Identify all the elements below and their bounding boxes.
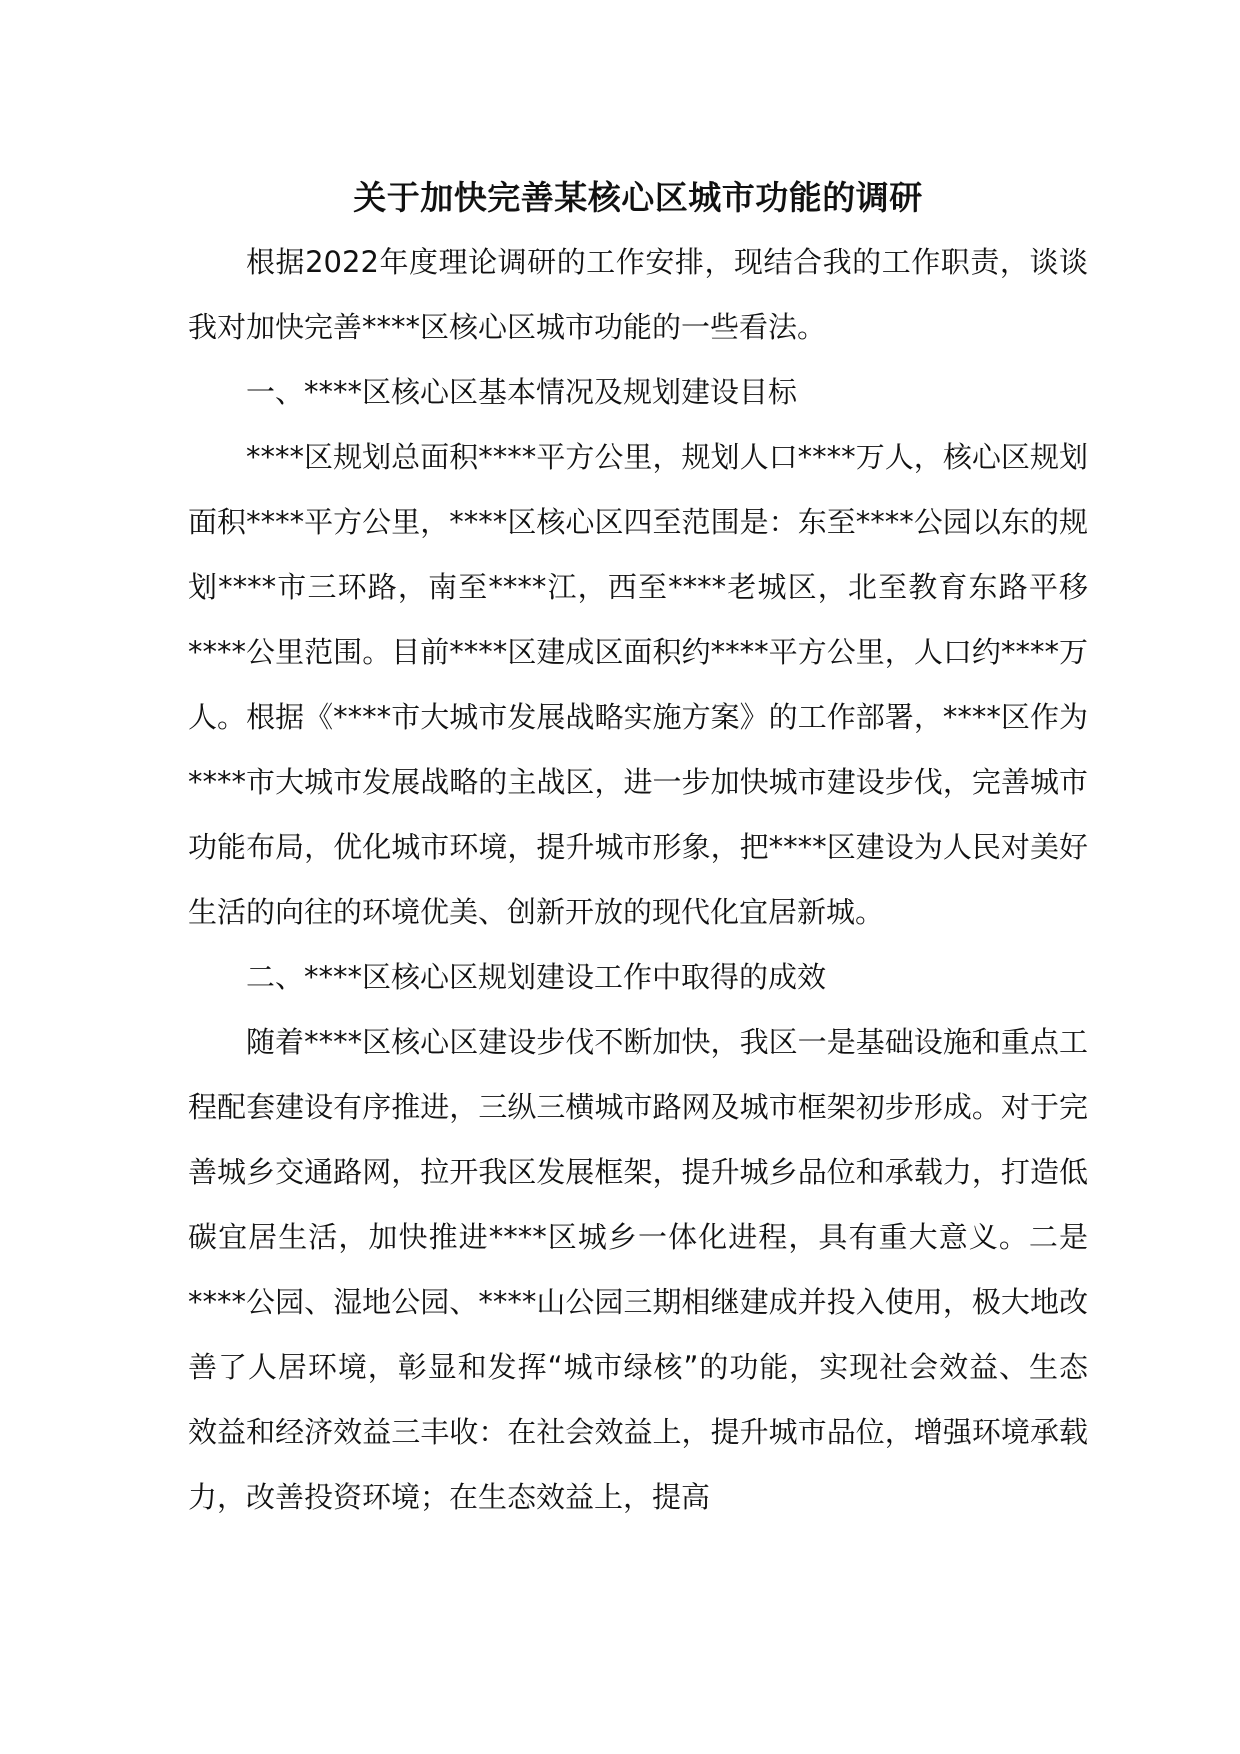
document-page [188, 178, 1088, 1530]
document-title: 关于加快完善某核心区城市功能的调研 [353, 178, 923, 217]
section-2-heading: 二、****区核心区规划建设工作中取得的成效 [246, 960, 827, 994]
intro-paragraph: 根据2022年度理论调研的工作安排，现结合我的工作职责，谈谈我对加快完善****区核心区城市功能的一些看法。 [188, 245, 1088, 344]
section-1-heading: 一、****区核心区基本情况及规划建设目标 [246, 375, 798, 409]
section-1-paragraph: ****区规划总面积****平方公里，规划人口****万人，核心区规划面积****平方公里，****区核心区四至范围是：东至****公园以东的规划****市三环路，南至****江，西至****老城区，北至教育东路平移****公里范围。目前****区建成区面积约****平方公里，人口约****万人。根据《****市大城市发展战略实施方案》的工作部署，****区作为****市大城市发展战略的主战区，进一步加快城市建设步伐，完善城市功能布局，优化城市环境，提升城市形象，把****区建设为人民对美好生活的向往的环境优美、创新开放的现代化宜居新城。 [188, 440, 1088, 929]
section-2-paragraph: 随着****区核心区建设步伐不断加快，我区一是基础设施和重点工程配套建设有序推进，三纵三横城市路网及城市框架初步形成。对于完善城乡交通路网，拉开我区发展框架，提升城乡品位和承载力，打造低碳宜居生活，加快推进****区城乡一体化进程，具有重大意义。二是****公园、湿地公园、****山公园三期相继建成并投入使用，极大地改善了人居环境，彰显和发挥“城市绿核”的功能，实现社会效益、生态效益和经济效益三丰收：在社会效益上，提升城市品位，增强环境承载力，改善投资环境；在生态效益上，提高 [188, 1025, 1088, 1514]
